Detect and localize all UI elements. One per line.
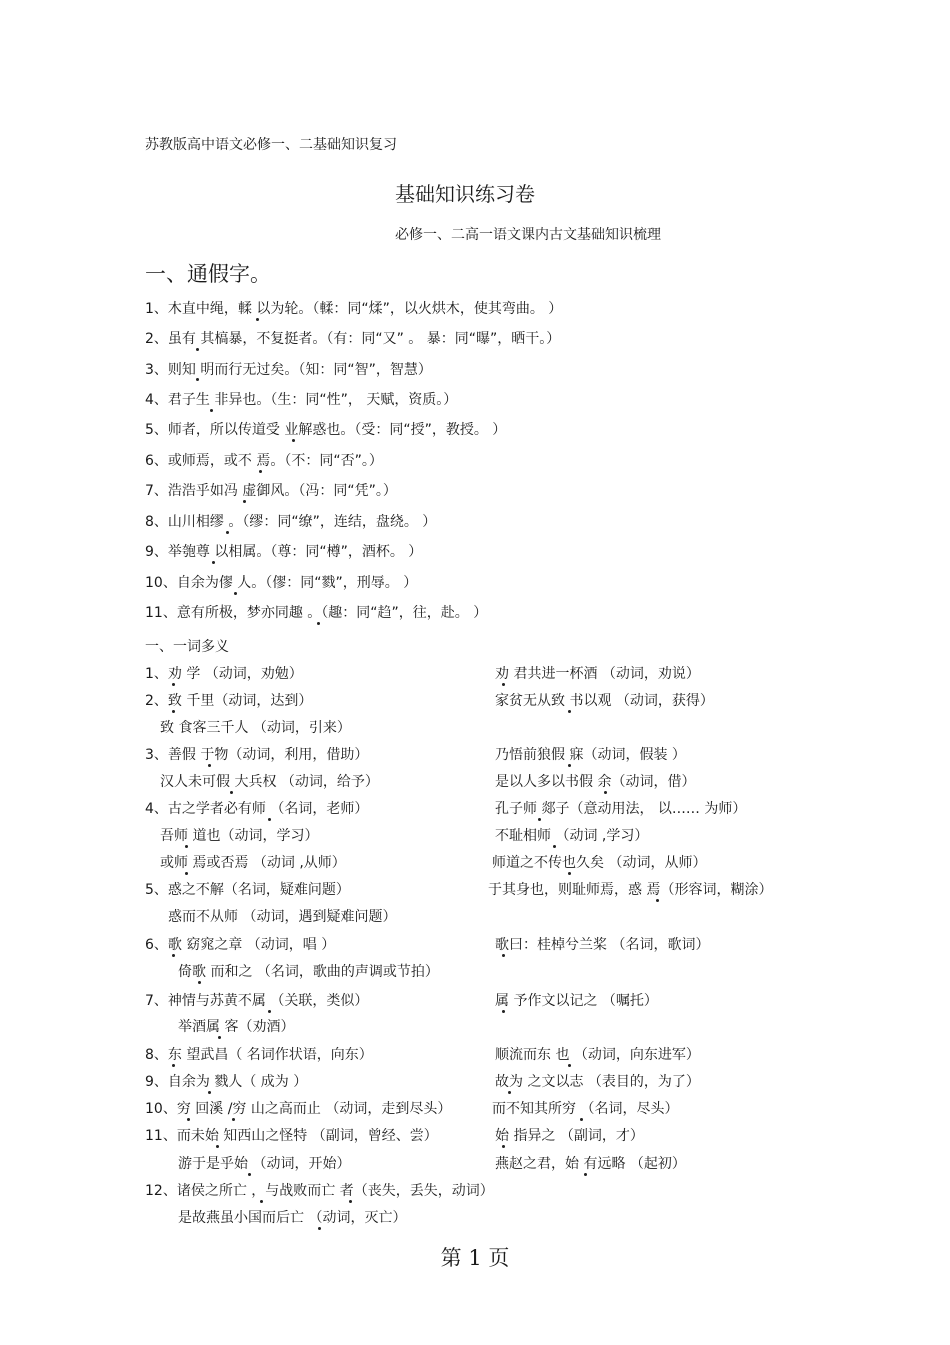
emphasis-dot (584, 1173, 587, 1176)
list-item: 11、意有所极，梦亦同趣 。（趣：同“趋”，往，赴。 ） (145, 605, 488, 621)
emphasis-dot (318, 1227, 321, 1230)
emphasis-dot (172, 1064, 175, 1067)
page-number: 第 1 页 (440, 1246, 510, 1270)
section-heading-yiciduoyi: 一、一词多义 (145, 639, 229, 655)
emphasis-dot (208, 1091, 211, 1094)
emphasis-dot (568, 710, 571, 713)
table-cell-right: 劝 君共进一杯酒 （动词，劝说） (495, 666, 700, 682)
emphasis-dot (187, 1118, 190, 1121)
table-cell-left: 10、穷 回溪 /穷 山之高而止 （动词，走到尽头） (145, 1101, 452, 1117)
page-title (0, 178, 950, 207)
emphasis-dot (230, 791, 233, 794)
table-cell-right: 家贫无从致 书以观 （动词，获得） (495, 693, 714, 709)
list-item: 8、山川相缪 。（缪：同“缭”，连结，盘绕。 ） (145, 514, 437, 530)
emphasis-dot (580, 1118, 583, 1121)
emphasis-dot (243, 500, 246, 503)
emphasis-dot (502, 1145, 505, 1148)
emphasis-dot (656, 899, 659, 902)
emphasis-dot (172, 954, 175, 957)
list-item: 9、举匏尊 以相属。（尊：同“樽”，酒杯。 ） (145, 544, 423, 560)
list-item: 10、自余为僇 人。（僇：同“戮”，刑辱。 ） (145, 575, 418, 591)
table-cell-right: 燕赵之君，始 有远略 （起初） (495, 1156, 686, 1172)
emphasis-dot (502, 683, 505, 686)
table-cell-left: 4、古之学者必有师 （名词，老师） (145, 801, 369, 817)
emphasis-dot (248, 1173, 251, 1176)
emphasis-dot (172, 710, 175, 713)
table-cell-left: 致 食客三千人 （动词，引来） (160, 720, 351, 736)
emphasis-dot (218, 1036, 221, 1039)
emphasis-dot (226, 531, 229, 534)
table-cell-right: 歌曰：桂棹兮兰桨 （名词，歌词） (495, 937, 710, 953)
emphasis-dot (538, 818, 541, 821)
table-cell-left: 1、劝 学 （动词，劝勉） (145, 666, 303, 682)
emphasis-dot (568, 764, 571, 767)
table-cell-left: 是故燕虽小国而后亡 （动词，灭亡） (178, 1210, 407, 1226)
table-cell-right: 是以人多以书假 余（动词，借） (495, 774, 696, 790)
table-cell-left: 游于是乎始 （动词，开始） (178, 1156, 351, 1172)
table-cell-left: 倚歌 而和之 （名词，歌曲的声调或节拍） (178, 964, 439, 980)
emphasis-dot (568, 1064, 571, 1067)
emphasis-dot (268, 1010, 271, 1013)
table-cell-left: 5、惑之不解（名词，疑难问题） (145, 882, 350, 898)
list-item: 6、或师焉，或不 焉。（不：同“否”。） (145, 453, 383, 469)
list-item: 1、木直中绳，輮 以为轮。（輮：同“煣”，以火烘木，使其弯曲。 ） (145, 301, 563, 317)
table-cell-right: 不耻相师 （动词 ,学习） (495, 828, 649, 844)
table-cell-right: 始 指异之 （副词，才） (495, 1128, 644, 1144)
table-cell-right: 孔子师 郯子（意动用法， 以…… 为师） (495, 801, 747, 817)
emphasis-dot (502, 954, 505, 957)
page-title-text: 基础知识练习卷 (395, 182, 535, 206)
emphasis-dot (172, 683, 175, 686)
emphasis-dot (208, 764, 211, 767)
emphasis-dot (196, 348, 199, 351)
emphasis-dot (198, 981, 201, 984)
table-cell-left: 吾师 道也（动词，学习） (160, 828, 319, 844)
emphasis-dot (256, 318, 259, 321)
list-item: 4、君子生 非异也。（生：同“性”， 天赋，资质。） (145, 392, 458, 408)
emphasis-dot (604, 791, 607, 794)
emphasis-dot (349, 1200, 352, 1203)
list-item: 7、浩浩乎如冯 虚御风。（冯：同“凭”。） (145, 483, 397, 499)
list-item: 2、虽有 其槁暴，不复挺者。（有：同“又” 。 暴：同“曝”，晒干。） (145, 331, 561, 347)
table-cell-left: 或师 焉或否焉 （动词 ,从师） (160, 855, 346, 871)
emphasis-dot (292, 439, 295, 442)
table-cell-right: 而不知其所穷 （名词，尽头） (492, 1101, 679, 1117)
table-cell-left: 惑而不从师 （动词，遇到疑难问题） (168, 909, 397, 925)
table-cell-left: 2、致 千里（动词，达到） (145, 693, 313, 709)
table-cell-right: 顺流而东 也 （动词，向东进军） (495, 1047, 700, 1063)
table-cell-right: 乃悟前狼假 寐（动词，假装 ） (495, 747, 686, 763)
emphasis-dot (234, 592, 237, 595)
document-header: 苏教版高中语文必修一、二基础知识复习 (145, 137, 397, 153)
table-cell-left: 举酒属 客（劝酒） (178, 1019, 295, 1035)
table-cell-left: 7、神情与苏黄不属 （关联，类似） (145, 993, 369, 1009)
list-item: 3、则知 明而行无过矣。（知：同“智”，智慧） (145, 362, 432, 378)
page-subtitle: 必修一、二高一语文课内古文基础知识梳理 (395, 227, 661, 243)
table-cell-left: 6、歌 窈窕之章 （动词，唱 ） (145, 937, 336, 953)
emphasis-dot (260, 1200, 263, 1203)
table-cell-right: 师道之不传也久矣 （动词，从师） (492, 855, 707, 871)
section-heading-tongjiazi: 一、通假字。 (145, 262, 271, 286)
emphasis-dot (212, 561, 215, 564)
emphasis-dot (508, 1091, 511, 1094)
emphasis-dot (185, 872, 188, 875)
emphasis-dot (317, 622, 320, 625)
emphasis-dot (259, 470, 262, 473)
emphasis-dot (502, 1010, 505, 1013)
table-cell-left: 9、自余为 戮人（ 成为 ） (145, 1074, 308, 1090)
emphasis-dot (210, 409, 213, 412)
emphasis-dot (553, 845, 556, 848)
emphasis-dot (185, 845, 188, 848)
emphasis-dot (232, 1118, 235, 1121)
table-cell-left: 3、善假 于物（动词，利用，借助） (145, 747, 369, 763)
emphasis-dot (196, 378, 199, 381)
emphasis-dot (216, 1145, 219, 1148)
emphasis-dot (568, 872, 571, 875)
table-cell-right: 属 予作文以记之 （嘱托） (495, 993, 658, 1009)
emphasis-dot (268, 818, 271, 821)
list-item: 5、师者，所以传道受 业解惑也。（受：同“授”，教授。 ） (145, 422, 507, 438)
table-cell-left: 汉人未可假 大兵权 （动词，给予） (160, 774, 379, 790)
table-cell-right: 故为 之文以志 （表目的，为了） (495, 1074, 700, 1090)
table-cell-right: 于其身也，则耻师焉，惑 焉（形容词，糊涂） (488, 882, 773, 898)
table-cell-left: 8、东 望武昌（ 名词作状语，向东） (145, 1047, 373, 1063)
table-cell-left: 12、诸侯之所亡 ，与战败而亡 者（丧失，丢失，动词） (145, 1183, 494, 1199)
table-cell-left: 11、而未始 知西山之怪特 （副词，曾经、尝） (145, 1128, 438, 1144)
